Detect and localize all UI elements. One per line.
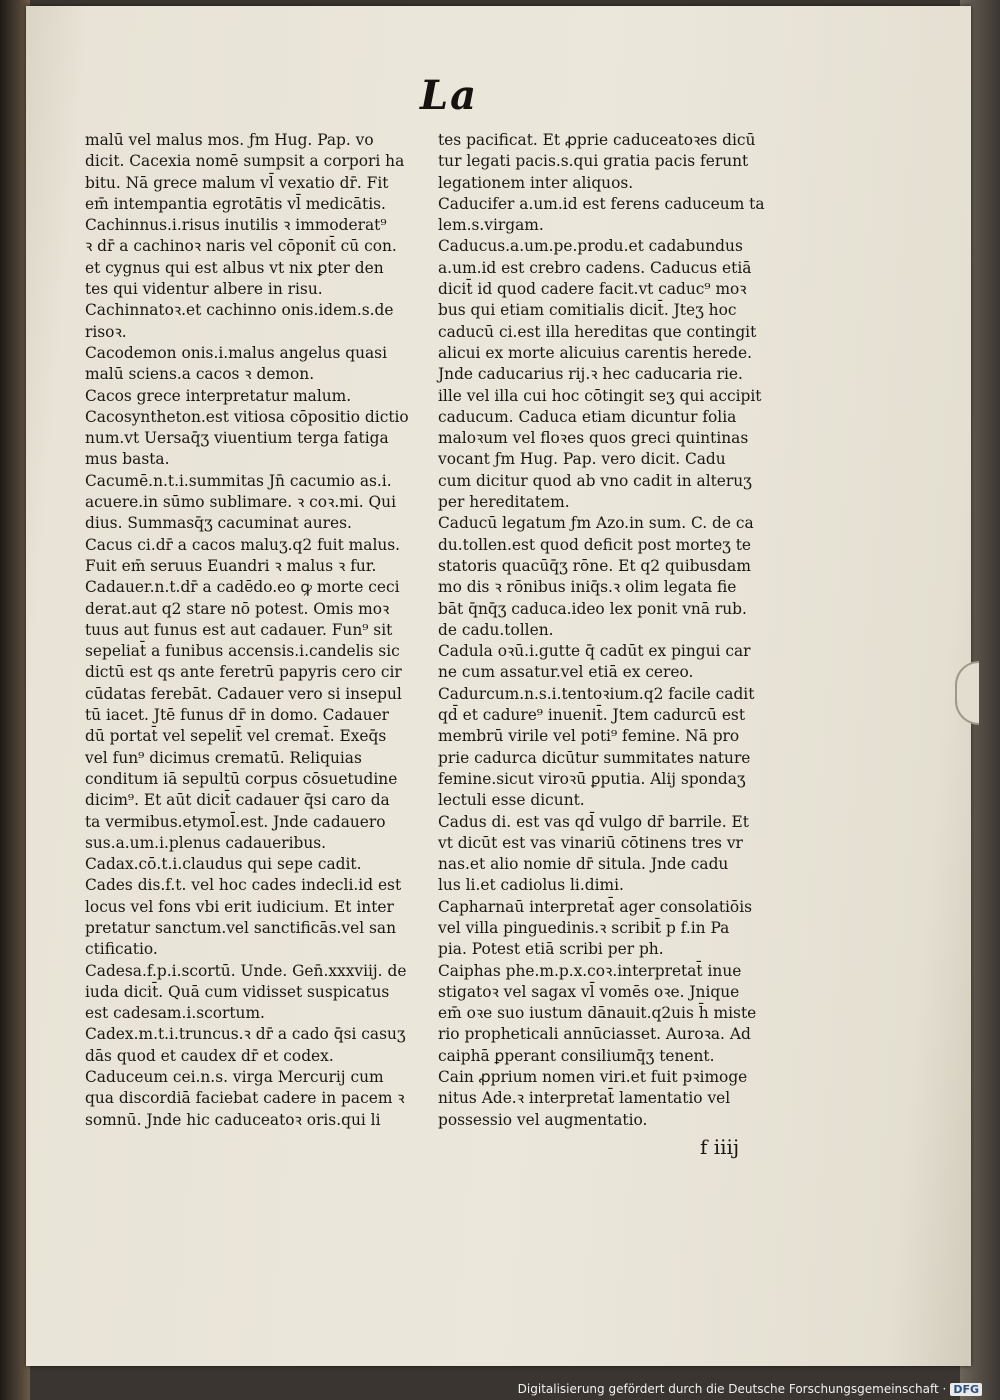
text-line: Cadus di. est vas qd̄ vulgo dr̄ barrile. Et	[438, 812, 749, 831]
text-line: mus basta.	[85, 450, 170, 469]
text-line: bāt q̄nq̄ʒ caduca.ideo lex ponit vnā rub.	[438, 599, 747, 618]
text-line: ne cum assatur.vel etiā ex cereo.	[438, 663, 694, 682]
text-line: caducū ci.est illa hereditas que contingit	[438, 322, 757, 341]
text-line: num.vt Uersaq̄ʒ viuentium terga fatiga	[85, 429, 389, 448]
text-line: vocant ƒm Hug. Pap. vero dicit. Cadu	[438, 450, 726, 469]
text-line: Cacosyntheton.est vitiosa cōpositio dictio	[85, 407, 409, 426]
text-line: tes qui videntur albere in risu.	[85, 280, 323, 299]
text-line: pia. Potest etiā scribi per ph.	[438, 940, 664, 959]
text-line: dictū est qs ante feretrū papyris cero cir	[85, 663, 402, 682]
text-line: Cachinnus.i.risus inutilis ꝛ immoderat⁹	[85, 216, 387, 235]
text-line: prie cadurca dicūtur summitates nature	[438, 748, 751, 767]
text-line: femine.sicut viroꝛū ꝑputia. Alij spondaʒ	[438, 769, 746, 788]
text-line: de cadu.tollen.	[438, 620, 554, 639]
text-line: rio propheticali annūciasset. Auroꝛa. Ad	[438, 1025, 751, 1044]
left-text-column	[85, 130, 430, 1131]
text-line: nitus Ade.ꝛ interpretat̄ lamentatio vel	[438, 1089, 731, 1108]
running-head: La	[420, 72, 479, 119]
text-line: et cygnus qui est albus vt nix ꝑter den	[85, 258, 384, 277]
text-line: dicit̄ id quod cadere facit.vt caduc⁹ moꝛ	[438, 280, 747, 299]
text-line: risoꝛ.	[85, 322, 127, 341]
text-line: maloꝛum vel floꝛes quos greci quintinas	[438, 429, 749, 448]
text-line: conditum iā sepultū corpus cōsuetudine	[85, 769, 398, 788]
text-line: per hereditatem.	[438, 493, 570, 512]
text-line: pretatur sanctum.vel sanctificās.vel san	[85, 918, 396, 937]
text-line: lectuli esse dicunt.	[438, 791, 585, 810]
text-line: Cacumē.n.t.i.summitas Jn̄ cacumio as.i.	[85, 471, 392, 490]
text-line: Caiphas phe.m.p.x.coꝛ.interpretat̄ inue	[438, 961, 742, 980]
text-line: Caducū legatum ƒm Azo.in sum. C. de ca	[438, 514, 754, 533]
text-line: Cadesa.f.p.i.scortū. Unde. Gen̄.xxxviij. de	[85, 961, 407, 980]
text-line: statoris quacūq̄ʒ rōne. Et q2 quibusdam	[438, 556, 751, 575]
text-line: tuus aut funus est aut cadauer. Fun⁹ sit	[85, 620, 393, 639]
text-line: Cades dis.f.t. vel hoc cades indecli.id est	[85, 876, 402, 895]
text-line: dicim⁹. Et aūt dicit̄ cadauer q̄si caro da	[85, 791, 390, 810]
text-line: mo dis ꝛ rōnibus iniq̄s.ꝛ olim legata fie	[438, 578, 737, 597]
text-line: Caduceum cei.n.s. virga Mercurij cum	[85, 1068, 384, 1087]
text-line: somnū. Jnde hic caduceatoꝛ oris.qui li	[85, 1110, 381, 1129]
text-line: cūdatas ferebāt. Cadauer vero si insepul	[85, 684, 402, 703]
text-line: ta vermibus.etymol̄.est. Jnde cadauero	[85, 812, 386, 831]
text-line: sus.a.um.i.plenus cadaueribus.	[85, 833, 327, 852]
text-line: du.tollen.est quod deficit post morteʒ te	[438, 535, 752, 554]
digitization-credit	[518, 1382, 982, 1396]
text-line: ꝛ dr̄ a cachinoꝛ naris vel cōponit̄ cū con.	[85, 237, 397, 256]
text-line: vel villa pinguedinis.ꝛ scribit̄ p f.in Pa	[438, 918, 730, 937]
page-tab-notch	[955, 661, 979, 725]
text-line: membrū virile vel poti⁹ femine. Nā pro	[438, 727, 740, 746]
text-line: Fuit em̄ seruus Euandri ꝛ malus ꝛ fur.	[85, 556, 377, 575]
text-line: Cadurcum.n.s.i.tentoꝛium.q2 facile cadit	[438, 684, 755, 703]
text-line: dius. Summasq̄ʒ cacuminat aures.	[85, 514, 352, 533]
text-line: Caducifer a.um.id est ferens caduceum ta	[438, 194, 765, 213]
text-line: Cadex.m.t.i.truncus.ꝛ dr̄ a cado q̄si casuʒ	[85, 1025, 406, 1044]
text-line: Cacus ci.dr̄ a cacos maluʒ.q2 fuit malus.	[85, 535, 401, 554]
text-line: cum dicitur quod ab vno cadit in alteruʒ	[438, 471, 752, 490]
text-line: lem.s.virgam.	[438, 216, 544, 235]
text-line: locus vel fons vbi erit iudicium. Et inter	[85, 897, 394, 916]
text-line: Jnde caducarius rij.ꝛ hec caducaria rie.	[438, 365, 743, 384]
dfg-logo: DFG	[950, 1383, 982, 1396]
credit-text: Digitalisierung gefördert durch die Deutsche Forschungsgemeinschaft ·	[517, 1382, 947, 1396]
text-line: Caducus.a.um.pe.produ.et cadabundus	[438, 237, 743, 256]
text-line: Cacodemon onis.i.malus angelus quasi	[85, 343, 387, 362]
text-line: dū portat̄ vel sepelit̄ vel cremat̄. Exeq̄s	[85, 727, 387, 746]
text-line: bitu. Nā grece malum vl̄ vexatio dr̄. Fit	[85, 173, 389, 192]
text-line: Cain ꝓprium nomen viri.et fuit pꝛimoge	[438, 1068, 748, 1087]
text-line: em̄ oꝛe suo iustum dānauit.q2uis h̄ miste	[438, 1004, 757, 1023]
text-line: alicui ex morte alicuius carentis herede.	[438, 343, 753, 362]
right-text-column	[438, 130, 793, 1131]
text-line: tū iacet. Jtē funus dr̄ in domo. Cadauer	[85, 706, 390, 725]
text-line: qua discordiā faciebat cadere in pacem ꝛ	[85, 1089, 405, 1108]
text-line: ctificatio.	[85, 940, 158, 959]
text-line: tes pacificat. Et ꝓprie caduceatoꝛes dicū	[438, 131, 756, 149]
text-line: derat.aut q2 stare nō potest. Omis moꝛ	[85, 599, 390, 618]
text-line: Cadula oꝛū.i.gutte q̄ cadūt ex pingui car	[438, 642, 751, 661]
text-line: malū vel malus mos. ƒm Hug. Pap. vo	[85, 131, 374, 149]
text-line: dās quod et caudex dr̄ et codex.	[85, 1046, 334, 1065]
text-line: stigatoꝛ vel sagax vl̄ vomēs oꝛe. Jnique	[438, 982, 740, 1001]
text-line: dicit. Cacexia nomē sumpsit a corpori ha	[85, 152, 405, 171]
text-line: bus qui etiam comitialis dicit̄. Jteʒ hoc	[438, 301, 737, 320]
text-line: caducum. Caduca etiam dicuntur folia	[438, 407, 737, 426]
signature-mark: f iiij	[700, 1135, 740, 1159]
text-line: acuere.in sūmo sublimare. ꝛ coꝛ.mi. Qui	[85, 493, 397, 512]
text-line: ille vel illa cui hoc cōtingit seʒ qui accipit	[438, 386, 762, 405]
text-line: Cadax.cō.t.i.claudus qui sepe cadit.	[85, 855, 362, 874]
text-line: sepeliat̄ a funibus accensis.i.candelis sic	[85, 642, 400, 661]
text-line: malū sciens.a cacos ꝛ demon.	[85, 365, 315, 384]
text-line: Cachinnatoꝛ.et cachinno onis.idem.s.de	[85, 301, 394, 320]
text-line: Cacos grece interpretatur malum.	[85, 386, 352, 405]
text-line: lus li.et cadiolus li.dimi.	[438, 876, 624, 895]
text-line: em̄ intempantia egrotātis vl̄ medicātis.	[85, 194, 386, 213]
text-line: tur legati pacis.s.qui gratia pacis ferunt	[438, 152, 749, 171]
text-line: nas.et alio nomie dr̄ situla. Jnde cadu	[438, 855, 729, 874]
text-line: vt dicūt est vas vinariū cōtinens tres vr	[438, 833, 743, 852]
text-line: possessio vel augmentatio.	[438, 1110, 648, 1129]
text-line: qd̄ et cadure⁹ inuenit̄. Jtem cadurcū est	[438, 706, 746, 725]
text-line: Capharnaū interpretat̄ ager consolatiōis	[438, 897, 753, 916]
text-line: a.um.id est crebro cadens. Caducus etiā	[438, 258, 752, 277]
text-line: vel fun⁹ dicimus crematū. Reliquias	[85, 748, 362, 767]
text-line: legationem inter aliquos.	[438, 173, 634, 192]
text-line: Cadauer.n.t.dr̄ a cadēdo.eo ꝙ morte ceci	[85, 578, 400, 597]
text-line: iuda dicit̄. Quā cum vidisset suspicatus	[85, 982, 390, 1001]
text-line: caiphā ꝑperant consiliumq̄ʒ tenent.	[438, 1046, 715, 1065]
text-line: est cadesam.i.scortum.	[85, 1004, 265, 1023]
